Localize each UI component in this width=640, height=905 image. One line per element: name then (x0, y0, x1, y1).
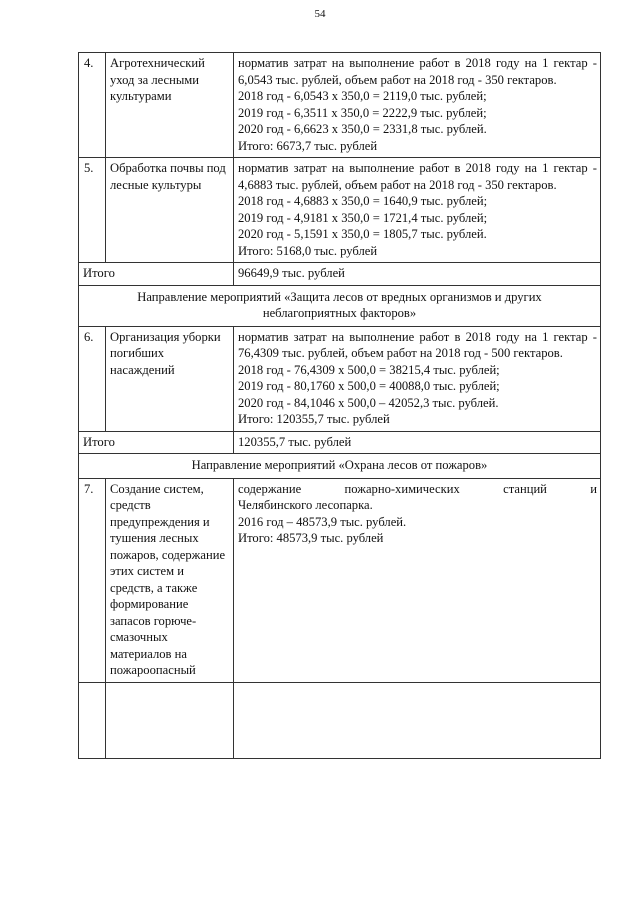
norm-text: норматив затрат на выполнение работ в 2018 году на 1 гектар - 4,6883 тыс. рублей, объем работ на 2018 год - 350 гектаров. (238, 161, 597, 192)
section-heading: Направление мероприятий «Охрана лесов от пожаров» (79, 454, 601, 479)
description-first-line (238, 481, 597, 498)
section-heading: Направление мероприятий «Защита лесов от вредных организмов и других неблагоприятных факторов» (79, 285, 601, 326)
table-row (79, 158, 601, 263)
subtotal-line: Итого: 6673,7 тыс. рублей (238, 138, 378, 153)
calc-line: 2020 год - 5,1591 x 350,0 = 1805,7 тыс. рублей. (238, 227, 487, 241)
row-number: 5. (79, 158, 106, 263)
total-row (79, 431, 601, 454)
subtotal-line: Итого: 5168,0 тыс. рублей (238, 243, 378, 258)
subtotal-line: Итого: 48573,9 тыс. рублей (238, 531, 384, 545)
row-number: 4. (79, 53, 106, 158)
section-heading-row (79, 285, 601, 326)
subtotal-line: Итого: 120355,7 тыс. рублей (238, 412, 390, 426)
table-row (79, 478, 601, 682)
total-row (79, 263, 601, 286)
word: содержание (238, 481, 302, 496)
calc-line: 2020 год - 84,1046 x 500,0 – 42052,3 тыс. рублей. (238, 395, 499, 410)
norm-text: норматив затрат на выполнение работ в 2018 году на 1 гектар - 6,0543 тыс. рублей, объем работ на 2018 год - 350 гектаров. (238, 56, 597, 87)
row-number: 6. (79, 326, 106, 431)
table-row-continuation (79, 682, 601, 758)
cost-table (78, 52, 601, 759)
row-number: 7. (79, 478, 106, 682)
section-heading-row (79, 454, 601, 479)
calc-line: 2019 год - 80,1760 x 500,0 = 40088,0 тыс. рублей; (238, 379, 500, 393)
calc-line: 2018 год - 4,6883 x 350,0 = 1640,9 тыс. рублей; (238, 194, 488, 208)
cost-description (234, 326, 601, 431)
page-number: 54 (314, 8, 326, 20)
word: и (590, 481, 597, 496)
empty-cell (79, 682, 106, 758)
calc-line: 2019 год - 6,3511 x 350,0 = 2222,9 тыс. рублей; (238, 105, 487, 120)
activity-name: Организация уборки погибших насаждений (106, 326, 234, 431)
activity-name: Обработка почвы под лесные культуры (106, 158, 234, 263)
activity-name: Агротехнический уход за лесными культурами (106, 53, 234, 158)
total-label: Итого (79, 263, 234, 286)
activity-name: Создание систем, средств предупреждения и тушения лесных пожаров, содержание этих систем и средств, а также формирование запасов горюче-смазочных материалов на пожароопасный (106, 478, 234, 682)
empty-cell (106, 682, 234, 758)
cost-description (234, 478, 601, 682)
cost-description (234, 53, 601, 158)
total-label: Итого (79, 431, 234, 454)
calc-line: 2018 год - 76,4309 x 500,0 = 38215,4 тыс. рублей; (238, 362, 500, 377)
word: станций (503, 481, 547, 496)
calc-line: 2016 год – 48573,9 тыс. рублей. (238, 514, 407, 529)
table-row (79, 326, 601, 431)
table-row (79, 53, 601, 158)
word: пожарно-химических (344, 481, 460, 496)
norm-text: норматив затрат на выполнение работ в 2018 году на 1 гектар - 76,4309 тыс. рублей, объем работ на 2018 год - 500 гектаров. (238, 329, 597, 360)
calc-line: 2020 год - 6,6623 x 350,0 = 2331,8 тыс. рублей. (238, 122, 487, 136)
calc-line: 2019 год - 4,9181 x 350,0 = 1721,4 тыс. рублей; (238, 210, 488, 225)
total-value: 96649,9 тыс. рублей (234, 263, 601, 286)
cost-description (234, 158, 601, 263)
description-line: Челябинского лесопарка. (238, 498, 373, 512)
total-value: 120355,7 тыс. рублей (234, 431, 601, 454)
empty-cell (234, 682, 601, 758)
calc-line: 2018 год - 6,0543 x 350,0 = 2119,0 тыс. рублей; (238, 89, 487, 103)
